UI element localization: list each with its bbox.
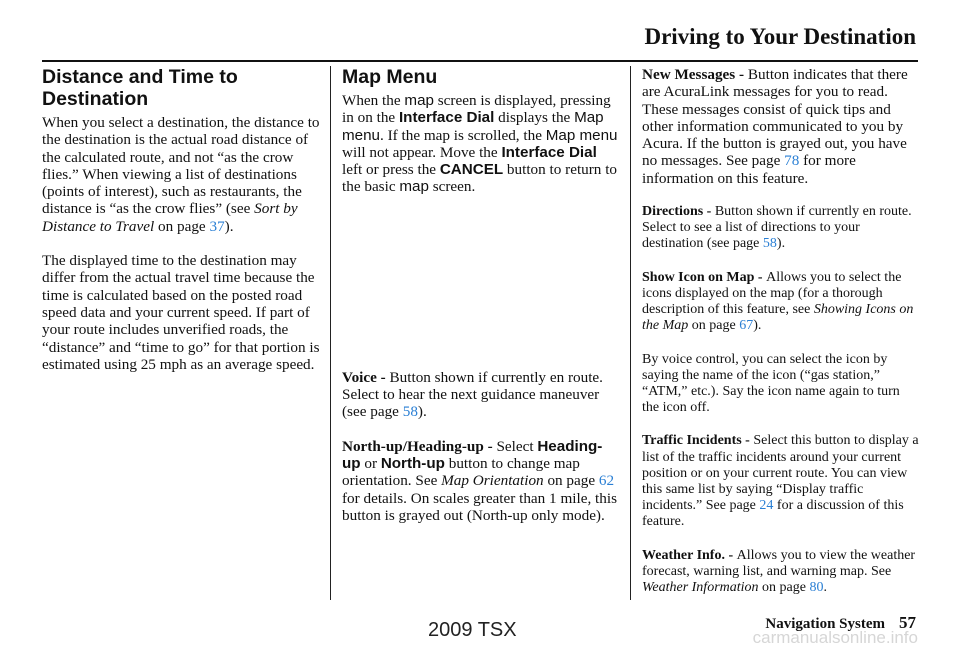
item-new-messages: New Messages - Button indicates that there are AcuraLink messages for you to read. These messages consist of quick tips and other information communicated to you by Acura. If the button is grayed out, you have no messages. See page 78 for more information on this feature. [642,66,908,187]
xref-showing-icons: Showing Icons on the Map [642,302,914,334]
interface-dial-label: Interface Dial [398,109,495,127]
column-divider [630,66,631,600]
page-number: 57 [899,613,916,632]
cancel-button-label: CANCEL [439,161,504,179]
paragraph-time: The displayed time to the destination may differ from the actual travel time because the time is calculated based on the posted road speed data and your current speed. If part of your route includes unverified roads, the “distance” and “time to go” for that portion is estimated using 25 mph as an average speed. [42,252,320,373]
column-divider [330,66,331,600]
paragraph-voice-control: By voice control, you can select the icon by saying the name of the icon (“gas station,” “ATM,” etc.). Say the icon name again to turn the icon off. [642,351,900,416]
header-rule [42,60,918,62]
item-directions: Directions - Button shown if currently en route. Select to see a list of directions to your destination (see page 58). [642,204,912,252]
item-north-heading: North-up/Heading-up - Select Heading-up or North-up button to change map orientation. See Map Orientation on page 62 for details. On scales greater than 1 mile, this button is grayed out (North-up only mode). [342,437,617,524]
site-watermark: carmanualsonline.info [752,628,918,647]
item-traffic-incidents: Traffic Incidents - Select this button to display a list of the traffic incidents around your current position or on your current route. You can view this same list by saying “Display traffic incidents.” See page 24 for a discussion of this feature. [642,433,919,530]
north-up-label: North-up [380,454,445,472]
page-link-67[interactable]: 67 [739,318,754,334]
page-title: Driving to Your Destination [644,24,916,49]
item-weather-info: Weather Info. - Allows you to view the weather forecast, warning list, and warning map. See Weather Information on page 80. [642,547,916,595]
page-link-62[interactable]: 62 [598,472,615,490]
section-heading-distance-time: Distance and Time to Destination [42,66,238,110]
map-menu-label: Map menu [545,126,618,144]
xref-weather-information: Weather Information [642,579,759,595]
page-link-58[interactable]: 58 [762,236,777,252]
xref-sort-by-distance: Sort by Distance to Travel [42,200,298,235]
model-watermark: 2009 TSX [428,619,517,641]
paragraph-distance: When you select a destination, the distance to the destination is the actual road distance of the calculated route, and not “as the crow flies.” When viewing a list of destinations (points of interest), such as restaurants, the distance is “as the crow flies” (see Sort by Distance to Travel on page 37). [42,114,320,235]
page-link-80[interactable]: 80 [809,579,824,595]
map-label: map [399,178,429,196]
page-link-37[interactable]: 37 [209,217,225,235]
page-link-78[interactable]: 78 [784,152,800,170]
interface-dial-label: Interface Dial [501,143,597,161]
item-voice: Voice - Button shown if currently en route. Select to hear the next guidance maneuver (see page 58). [342,368,603,421]
map-menu-label: Map menu [342,109,604,144]
heading-up-label: Heading-up [342,437,603,472]
paragraph-map-menu-intro: When the map screen is displayed, pressing in on the Interface Dial displays the Map menu. If the map is scrolled, the Map menu will not appear. Move the Interface Dial left or press the CANCEL button to return to the basic map screen. [342,92,618,196]
column-menu-items [642,66,920,613]
page-link-24[interactable]: 24 [759,498,774,514]
item-show-icon: Show Icon on Map - Allows you to select the icons displayed on the map (for a thorough description of this feature, see Showing Icons on the Map on page 67). [642,269,914,334]
page-link-58[interactable]: 58 [402,403,418,421]
footer-page-label: Navigation System 57 [765,613,916,632]
column-map-menu [342,66,620,541]
xref-map-orientation: Map Orientation [441,472,544,490]
column-distance-time [42,66,322,390]
map-label: map [404,92,434,109]
section-heading-map-menu: Map Menu [342,66,438,88]
